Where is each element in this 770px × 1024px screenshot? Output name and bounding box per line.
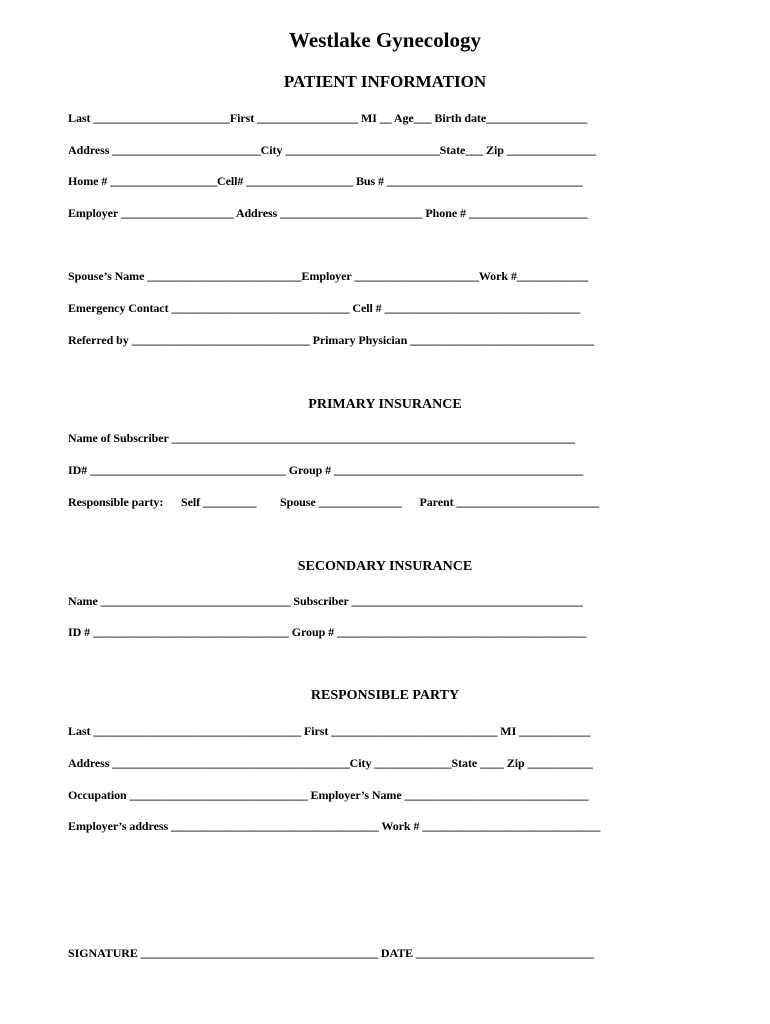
- responsible-party-heading: RESPONSIBLE PARTY: [310, 688, 460, 703]
- signature-date-row[interactable]: SIGNATURE ________________________________________ DATE ______________________________: [68, 946, 594, 960]
- responsible-party-choice-row[interactable]: Responsible party: Self _________ Spouse ______________ Parent ________________________: [68, 495, 600, 509]
- secondary-name-row[interactable]: Name ________________________________ Subscriber _______________________________________: [68, 594, 583, 608]
- practice-title: Westlake Gynecology: [289, 28, 481, 52]
- primary-subscriber-row[interactable]: Name of Subscriber ____________________________________________________________________: [68, 431, 575, 445]
- patient-information-heading: PATIENT INFORMATION: [283, 72, 487, 91]
- responsible-occupation-row[interactable]: Occupation ______________________________ Employer’s Name _______________________________: [68, 788, 589, 802]
- primary-insurance-heading: PRIMARY INSURANCE: [308, 397, 462, 412]
- emergency-contact-row[interactable]: Emergency Contact ______________________________ Cell # _________________________________: [68, 301, 581, 315]
- secondary-id-group-row[interactable]: ID # _________________________________ Group # __________________________________________: [68, 625, 587, 639]
- responsible-address-row[interactable]: Address ________________________________________City _____________State ____ Zip ___________: [68, 756, 593, 770]
- spouse-row[interactable]: Spouse’s Name __________________________Employer _____________________Work #____________: [68, 269, 589, 283]
- patient-name-row[interactable]: Last _______________________First _________________ MI __ Age___ Birth date_________________: [68, 111, 588, 125]
- patient-address-row[interactable]: Address _________________________City __________________________State___ Zip _______________: [68, 143, 596, 157]
- patient-employer-row[interactable]: Employer ___________________ Address ________________________ Phone # ____________________: [68, 206, 588, 220]
- primary-id-group-row[interactable]: ID# _________________________________ Group # __________________________________________: [68, 463, 584, 477]
- responsible-employer-address-row[interactable]: Employer’s address ___________________________________ Work # ______________________________: [68, 819, 601, 833]
- responsible-name-row[interactable]: Last ___________________________________ First ____________________________ MI ____________: [68, 724, 591, 738]
- referral-row[interactable]: Referred by ______________________________ Primary Physician _______________________________: [68, 333, 595, 347]
- secondary-insurance-heading: SECONDARY INSURANCE: [297, 559, 473, 574]
- patient-phone-row[interactable]: Home # __________________Cell# __________________ Bus # _________________________________: [68, 174, 583, 188]
